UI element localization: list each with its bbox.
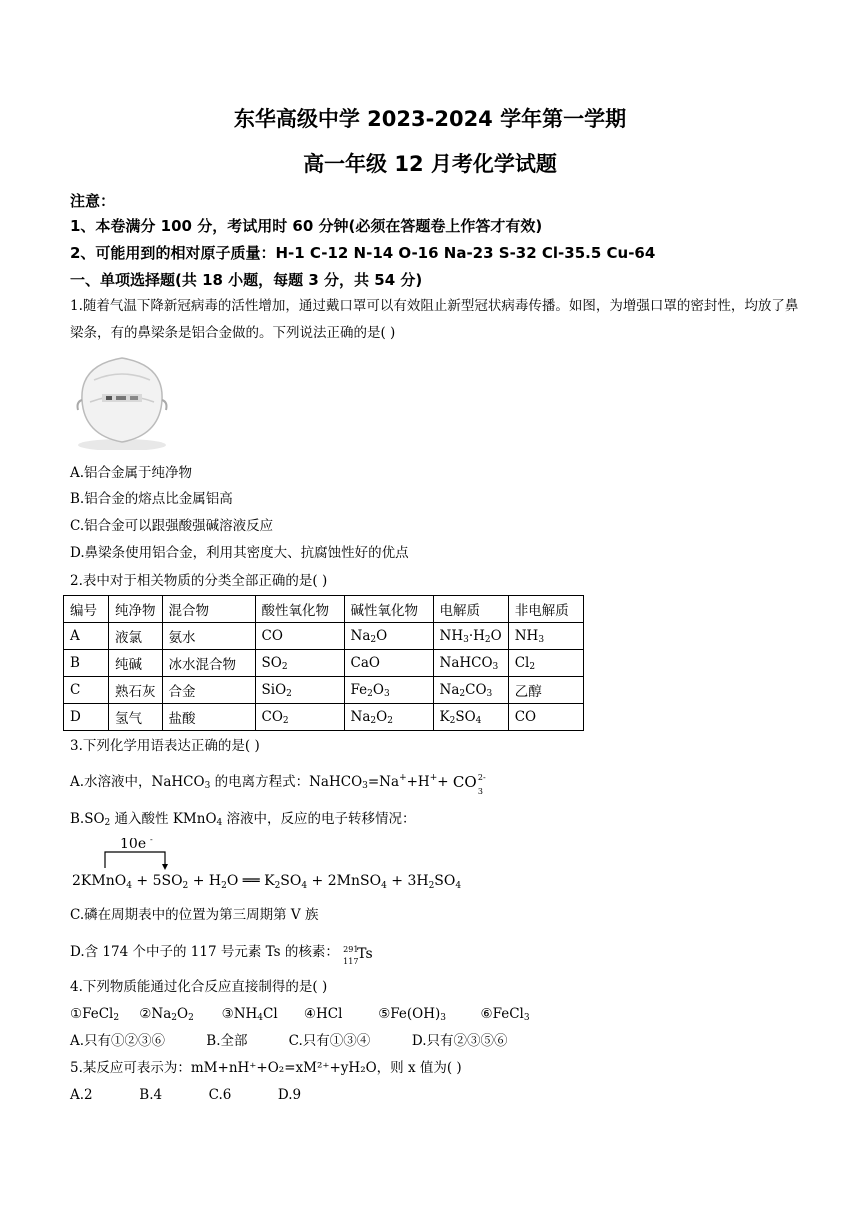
table-header-cell: 电解质 [433, 596, 508, 623]
q3-option-d: D.含 174 个中子的 117 号元素 Ts 的核素： 291 117 Ts [70, 942, 381, 962]
table-header-row [64, 596, 584, 623]
equation-text: 2KMnO$_4$ + $5SO_2 + H_2O$ ══ $K_2SO_4$ + 2MnSO$_4$ + $3H_2SO_4$ [72, 873, 462, 891]
redox-equation [72, 838, 472, 894]
table-cell: 盐酸 [162, 704, 255, 731]
table-cell: $Na_2O$ [344, 623, 433, 650]
q5-stem: 5.某反应可表示为：mM+nH⁺+O₂=xM²⁺+yH₂O，则 x 值为( ) [70, 1060, 462, 1076]
notice-1: 1、本卷满分 100 分，考试用时 60 分钟(必须在答题卷上作答才有效) [70, 217, 543, 235]
table-cell: $Fe_2O_3$ [344, 677, 433, 704]
table-cell: 熟石灰 [109, 677, 163, 704]
table-cell: 冰水混合物 [162, 650, 255, 677]
table-cell: B [64, 650, 109, 677]
table-cell: 氢气 [109, 704, 163, 731]
table-cell: A [64, 623, 109, 650]
q5-option-a: A.2 [70, 1087, 93, 1103]
q3-option-c: C.磷在周期表中的位置为第三周期第 V 族 [70, 907, 319, 923]
table-cell: CO [508, 704, 583, 731]
table-row [64, 677, 584, 704]
q3-option-a: A.水溶液中，NaHCO$_3$ 的电离方程式：NaHCO$_3$=Na++H++ CO 2- 3 [70, 772, 489, 792]
electron-count-label: 10e [120, 838, 147, 852]
table-header-cell: 编号 [64, 596, 109, 623]
table-row [64, 650, 584, 677]
q5-options [70, 1085, 301, 1105]
q5-option-c: C.6 [208, 1087, 232, 1103]
q3-option-b: $B.SO_2$ 通入酸性 KMnO$_4$ 溶液中，反应的电子转移情况： [70, 811, 416, 828]
face-mask-image [72, 350, 172, 450]
table-cell: CO [255, 623, 344, 650]
table-cell: NaHCO$_3$ [433, 650, 508, 677]
table-row [64, 704, 584, 731]
table-header-cell: 碱性氧化物 [344, 596, 433, 623]
q1-option-d: D.鼻梁条使用铝合金，利用其密度大、抗腐蚀性好的优点 [70, 545, 409, 561]
q4-option-b: B.全部 [206, 1033, 248, 1049]
exam-title: 东华高级中学 2023-2024 学年第一学期 [233, 107, 627, 131]
q4-item: $③NH_4Cl$ [221, 1006, 278, 1023]
q4-stem: 4.下列物质能通过化合反应直接制得的是( ) [70, 979, 328, 995]
table-cell: 液氯 [109, 623, 163, 650]
q5-option-d: D.9 [277, 1087, 302, 1103]
table-cell: $Na_2CO_3$ [433, 677, 508, 704]
q1-option-a: A.铝合金属于纯净物 [70, 465, 193, 481]
exam-subtitle: 高一年级 12 月考化学试题 [303, 152, 557, 176]
table-cell: $SO_2$ [255, 650, 344, 677]
q4-item: $⑤Fe(OH)_3$ [378, 1006, 447, 1023]
table-cell: $NH_3\cdot H_2O$ [433, 623, 508, 650]
q3-stem: 3.下列化学用语表达正确的是( ) [70, 738, 260, 754]
q2-stem: 2.表中对于相关物质的分类全部正确的是( ) [70, 573, 328, 589]
q4-item: ④HCl [303, 1006, 343, 1022]
table-header-cell: 混合物 [162, 596, 255, 623]
table-header-cell: 酸性氧化物 [255, 596, 344, 623]
q4-option-a: A.只有①②③⑥ [70, 1033, 166, 1049]
table-cell: $CO_2$ [255, 704, 344, 731]
q4-option-c: C.只有①③④ [288, 1033, 371, 1049]
table-cell: $NH_3$ [508, 623, 583, 650]
q5-option-b: B.4 [139, 1087, 163, 1103]
table-cell: D [64, 704, 109, 731]
table-cell: SiO$_2$ [255, 677, 344, 704]
svg-text:-: - [150, 838, 153, 844]
table-cell: $K_2SO_4$ [433, 704, 508, 731]
table-cell: CaO [344, 650, 433, 677]
notice-label: 注意： [70, 192, 116, 210]
q1-stem: 1.随着气温下降新冠病毒的活性增加，通过戴口罩可以有效阻止新型冠状病毒传播。如图，为增强口罩的密封性，均放了鼻梁条，有的鼻梁条是铝合金做的。下列说法正确的是( ) [70, 298, 799, 341]
q4-item: ⑥FeCl$_3$ [480, 1006, 530, 1023]
table-cell: 纯碱 [109, 650, 163, 677]
q4-options [70, 1031, 508, 1051]
table-cell: $Na_2O_2$ [344, 704, 433, 731]
table-cell: 乙醇 [508, 677, 583, 704]
q4-item: $②Na_2O_2$ [139, 1006, 194, 1023]
q4-option-d: D.只有②③⑤⑥ [411, 1033, 508, 1049]
table-header-cell: 纯净物 [109, 596, 163, 623]
q1-option-b: B.铝合金的熔点比金属铝高 [70, 491, 233, 507]
notice-2: 2、可能用到的相对原子质量：H-1 C-12 N-14 O-16 Na-23 S-32 Cl-35.5 Cu-64 [70, 244, 656, 262]
table-header-cell: 非电解质 [508, 596, 583, 623]
table-cell: C [64, 677, 109, 704]
table-row [64, 623, 584, 650]
q1-option-c: C.铝合金可以跟强酸强碱溶液反应 [70, 518, 274, 534]
q4-items [70, 1004, 530, 1024]
nuclide-symbol: 291 117 Ts [343, 944, 373, 966]
table-cell: $Cl_2$ [508, 650, 583, 677]
section-heading: 一、单项选择题(共 18 小题，每题 3 分，共 54 分) [70, 271, 423, 289]
table-cell: 氨水 [162, 623, 255, 650]
classification-table [63, 595, 584, 731]
carbonate-ion: CO 2- 3 [452, 772, 486, 796]
q4-item: ①FeCl$_2$ [70, 1006, 120, 1023]
table-cell: 合金 [162, 677, 255, 704]
